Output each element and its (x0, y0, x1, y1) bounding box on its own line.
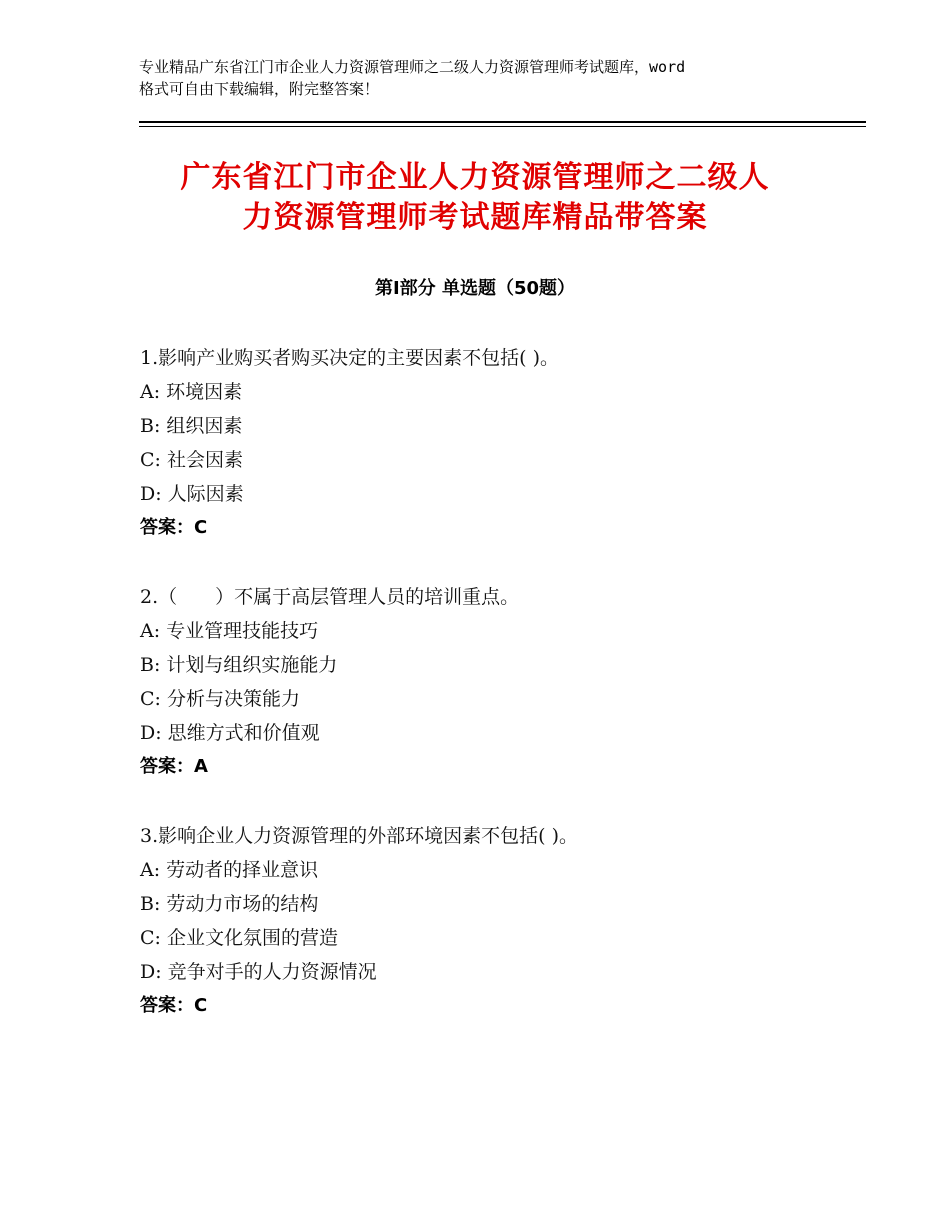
header-divider-thick (139, 121, 866, 123)
answer: 答案：C (140, 517, 208, 538)
option-c: C: 社会因素 (140, 449, 243, 471)
option-d: D: 思维方式和价值观 (140, 722, 320, 744)
section-title: 第Ⅰ部分 单选题（50题） (374, 278, 575, 299)
answer: 答案：C (140, 995, 208, 1016)
question-3 (140, 819, 840, 1023)
option-a: A: 专业管理技能技巧 (140, 620, 319, 642)
question-1 (140, 341, 840, 545)
document-title-line-2: 力资源管理师考试题库精品带答案 (242, 200, 708, 235)
option-b: B: 计划与组织实施能力 (140, 654, 338, 676)
header-divider-thin (139, 126, 866, 127)
document-title (130, 158, 820, 238)
question-stem: 2.（ ）不属于高层管理人员的培训重点。 (140, 586, 520, 608)
question-2 (140, 580, 840, 784)
option-d: D: 人际因素 (140, 483, 244, 505)
option-b: B: 组织因素 (140, 415, 243, 437)
option-d: D: 竞争对手的人力资源情况 (140, 961, 377, 983)
option-c: C: 分析与决策能力 (140, 688, 300, 710)
answer: 答案：A (140, 756, 208, 777)
header-note-line-1: 专业精品广东省江门市企业人力资源管理师之二级人力资源管理师考试题库，word (139, 58, 686, 76)
option-c: C: 企业文化氛围的营造 (140, 927, 338, 949)
header-note (139, 56, 829, 100)
option-b: B: 劳动力市场的结构 (140, 893, 319, 915)
option-a: A: 环境因素 (140, 381, 243, 403)
header-note-line-2: 格式可自由下载编辑，附完整答案！ (139, 80, 380, 98)
question-stem: 1.影响产业购买者购买决定的主要因素不包括( )。 (140, 347, 559, 369)
question-stem: 3.影响企业人力资源管理的外部环境因素不包括( )。 (140, 825, 578, 847)
document-title-line-1: 广东省江门市企业人力资源管理师之二级人 (180, 160, 770, 195)
option-a: A: 劳动者的择业意识 (140, 859, 319, 881)
